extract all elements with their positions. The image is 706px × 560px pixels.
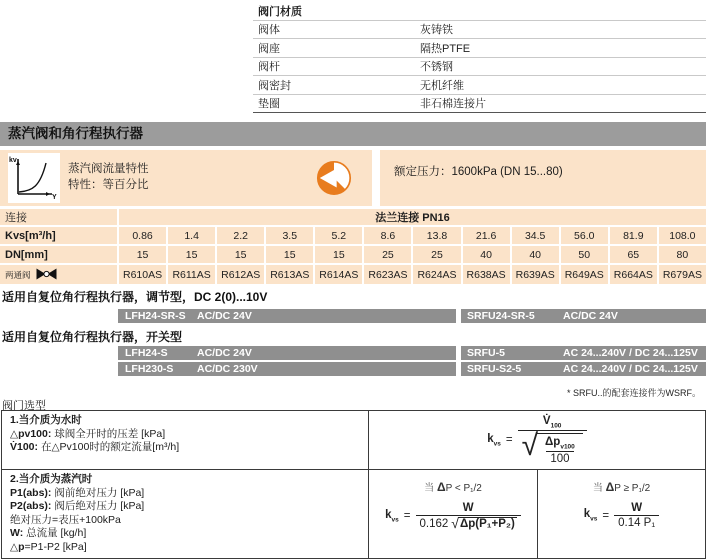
steam-case1-condition: 当 ΔP < P₁/2 <box>424 480 482 494</box>
actuator-voltage: AC/DC 230V <box>197 363 258 375</box>
materials-table <box>253 2 706 113</box>
dn-value: 40 <box>512 246 559 263</box>
model-number: R624AS <box>413 265 460 284</box>
material-value: 无机纤维 <box>420 79 464 92</box>
model-number: R611AS <box>168 265 215 284</box>
valve-selection-title: 阀门选型 <box>2 400 46 412</box>
actuator-model: SRFU-5 <box>467 347 505 359</box>
water-formula-cell <box>369 411 705 469</box>
kvs-value: 0.86 <box>119 227 166 244</box>
table-row <box>253 39 706 58</box>
dn-value: 40 <box>463 246 510 263</box>
flow-curve-icon <box>8 153 60 203</box>
steam-row <box>2 470 705 558</box>
steam-heading: 2.当介质为蒸汽时 <box>10 473 93 485</box>
section-header: 蒸汽阀和角行程执行器 <box>0 122 706 146</box>
connection-row <box>0 209 706 225</box>
steam-case1-cell <box>369 470 538 558</box>
flow-characteristic-line2: 特性：等百分比 <box>68 179 149 191</box>
material-label: 阀体 <box>258 24 280 37</box>
steam-line: 绝对压力=表压+100kPa <box>10 513 121 526</box>
steam-case2-formula: $k_{vs}$ = $\frac{W}{\text{0.14 P₁}}$ <box>584 502 660 529</box>
kvs-value: 1.4 <box>168 227 215 244</box>
dn-value: 25 <box>364 246 411 263</box>
model-number: R612AS <box>217 265 264 284</box>
model-number: R649AS <box>561 265 608 284</box>
actuator-bar-right <box>461 309 706 323</box>
steam-line: P1(abs): 阀前绝对压力 [kPa] <box>10 486 145 499</box>
actuator-voltage: AC/DC 24V <box>563 310 618 322</box>
kvs-value: 13.8 <box>413 227 460 244</box>
srfu-footnote: * SRFU..的配套连接件为WSRF。 <box>567 388 701 398</box>
actuator-model: SRFU-S2-5 <box>467 363 522 375</box>
dn-value: 15 <box>315 246 362 263</box>
material-value: 非石棉连接片 <box>420 98 486 111</box>
actuator-bar-right <box>461 362 706 376</box>
model-number: R614AS <box>315 265 362 284</box>
steam-description-cell <box>2 470 369 558</box>
material-value: 不锈钢 <box>420 61 453 74</box>
dn-value: 15 <box>119 246 166 263</box>
model-number: R664AS <box>610 265 657 284</box>
model-number: R639AS <box>512 265 559 284</box>
steam-case2-condition: 当 ΔP ≥ P₁/2 <box>592 480 651 494</box>
actuator-voltage: AC 24...240V / DC 24...125V <box>563 363 698 375</box>
actuator-model: LFH24-S <box>125 347 168 359</box>
material-value: 隔热PTFE <box>420 42 471 55</box>
actuator-model: SRFU24-SR-5 <box>467 310 535 322</box>
water-formula: $k_{vs}$ = $V̇_{100}$ √ $\frac{\Delta p_{v100}}{100}$ <box>487 415 587 466</box>
actuator-bar-left <box>118 346 456 360</box>
connection-label: 连接 <box>0 209 117 225</box>
actuator-voltage: AC/DC 24V <box>197 310 252 322</box>
kvs-value: 108.0 <box>659 227 706 244</box>
actuator-voltage: AC/DC 24V <box>197 347 252 359</box>
two-way-valve-icon <box>36 268 57 282</box>
model-number: R613AS <box>266 265 313 284</box>
dn-value: 15 <box>168 246 215 263</box>
rated-pressure-cell <box>380 150 706 206</box>
water-line: V̇100: 在△Pv100时的额定流量[m³/h] <box>10 441 180 454</box>
material-label: 垫圈 <box>258 98 280 111</box>
kvs-value: 3.5 <box>266 227 313 244</box>
model-number: R638AS <box>463 265 510 284</box>
actuator-bar-left <box>118 309 456 323</box>
kvs-value: 56.0 <box>561 227 608 244</box>
kvs-value: 2.2 <box>217 227 264 244</box>
water-description-cell <box>2 411 369 469</box>
steam-case2-cell <box>538 470 705 558</box>
materials-title: 阀门材质 <box>258 5 302 18</box>
kvs-value: 5.2 <box>315 227 362 244</box>
onoff-actuator-title: 适用自复位角行程执行器，开关型 <box>2 330 183 344</box>
kvs-value: 34.5 <box>512 227 559 244</box>
material-label: 阀密封 <box>258 79 291 92</box>
kvs-value: 21.6 <box>463 227 510 244</box>
kvs-label: Kvs[m³/h] <box>0 227 117 244</box>
dn-label: DN[mm] <box>0 246 117 263</box>
dn-row <box>0 246 706 263</box>
rated-pressure-text: 额定压力：1600kPa (DN 15...80) <box>394 166 563 178</box>
steam-line: P2(abs): 阀后绝对压力 [kPa] <box>10 500 145 513</box>
actuator-voltage: AC 24...240V / DC 24...125V <box>563 347 698 359</box>
flow-characteristic-cell <box>0 150 372 206</box>
material-value: 灰铸铁 <box>420 24 453 37</box>
material-label: 阀座 <box>258 42 280 55</box>
actuator-bar-left <box>118 362 456 376</box>
two-way-valve-text: 两通阀 <box>5 269 31 280</box>
flow-characteristic-text <box>68 161 149 193</box>
dn-value: 15 <box>266 246 313 263</box>
kvs-value: 81.9 <box>610 227 657 244</box>
actuator-model: LFH24-SR-S <box>125 310 186 322</box>
dn-value: 15 <box>217 246 264 263</box>
model-row <box>0 265 706 284</box>
table-row <box>253 95 706 114</box>
dn-value: 25 <box>413 246 460 263</box>
material-label: 阀杆 <box>258 61 280 74</box>
dn-value: 50 <box>561 246 608 263</box>
dn-value: 80 <box>659 246 706 263</box>
table-row <box>253 76 706 95</box>
steam-line: W: 总流量 [kg/h] <box>10 527 87 540</box>
modulating-actuator-title: 适用自复位角行程执行器，调节型，DC 2(0)...10V <box>2 290 268 304</box>
two-way-valve-label <box>0 265 117 284</box>
table-row <box>253 58 706 77</box>
actuator-bar-right <box>461 346 706 360</box>
steam-line: △p=P1-P2 [kPa] <box>10 540 87 553</box>
water-row <box>2 411 705 470</box>
model-number: R623AS <box>364 265 411 284</box>
svg-text:Y: Y <box>52 194 57 201</box>
valve-selection-table <box>1 410 706 559</box>
actuator-model: LFH230-S <box>125 363 174 375</box>
materials-title-row <box>253 2 706 21</box>
water-heading: 1.当介质为水时 <box>10 414 82 426</box>
ball-valve-icon <box>316 160 352 196</box>
svg-text:kv: kv <box>9 157 17 164</box>
model-number: R679AS <box>659 265 706 284</box>
water-line: △pv100: 球阀全开时的压差 [kPa] <box>10 427 166 440</box>
kvs-value: 8.6 <box>364 227 411 244</box>
kvs-row <box>0 227 706 244</box>
model-number: R610AS <box>119 265 166 284</box>
table-row <box>253 21 706 40</box>
flow-characteristic-line1: 蒸汽阀流量特性 <box>68 163 149 175</box>
steam-case1-formula: $k_{vs}$ = W 0.162 √ Δp(P₁+P₂) <box>385 502 521 530</box>
connection-value: 法兰连接 PN16 <box>119 209 706 225</box>
dn-value: 65 <box>610 246 657 263</box>
